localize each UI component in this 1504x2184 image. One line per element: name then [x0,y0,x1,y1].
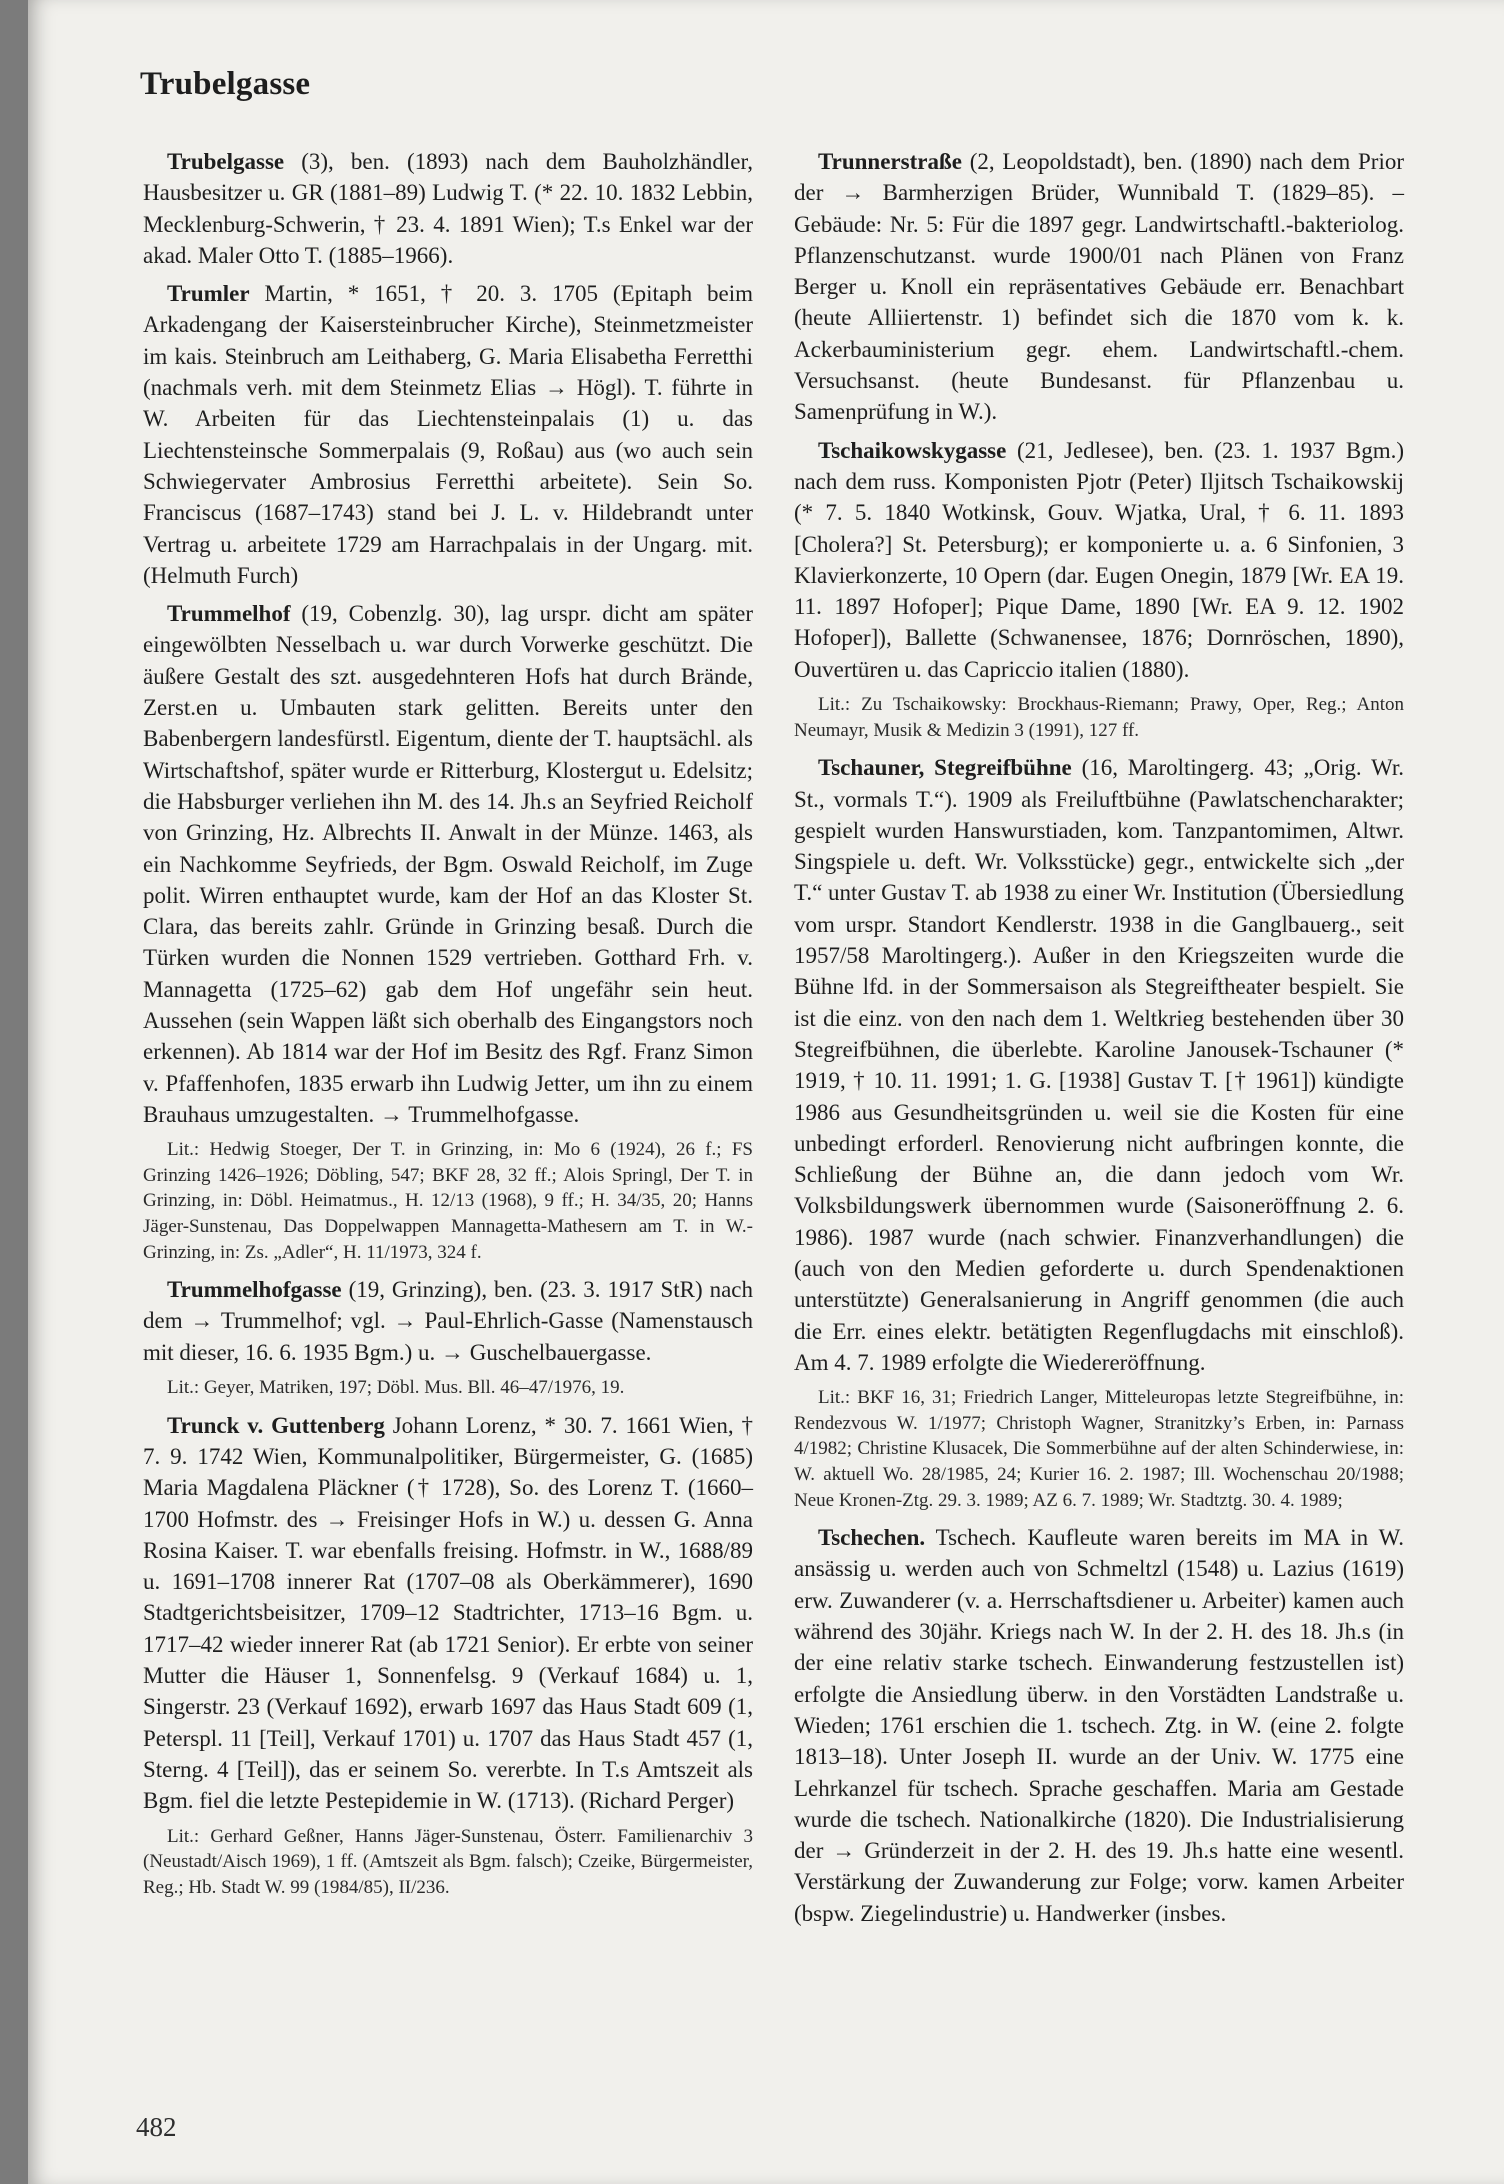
running-head: Trubelgasse [140,66,311,102]
entry-trunck [143,1410,753,1817]
headword: Tschauner, Stegreifbühne [818,755,1072,781]
literature-note: Lit.: Gerhard Geßner, Hanns Jäger-Sunstenau, Österr. Familienarchiv 3 (Neustadt/Aisch 1969), 1 ff. (Amtszeit als Bgm. falsch); Czeike, Bürgermeister, Reg.; Hb. Stadt W. 99 (1984/85), II/236. [143,1825,753,1898]
entry-text: (2, Leopoldstadt), ben. (1890) nach dem Prior der → Barmherzigen Brüder, Wunnibald T. (1829–85). – Gebäude: Nr. 5: Für die 1897 gegr. Landwirtschaftl.-bakteriolog. Pflanzenschutzanst. wurde 1900/01 nach Plänen von Franz Berger u. Knoll ein repräsentatives Gebäude err. Benachbart (heute Alliiertenstr. 1) befindet sich die 1870 vom k. k. Ackerbauministerium gegr. ehem. Landwirtschaftl.-chem. Versuchsanst. (heute Bundesanst. für Pflanzenbau u. Samenprüfung in W.). [794,149,1404,425]
entry-trummelhof [143,598,753,1130]
literature-note: Lit.: Geyer, Matriken, 197; Döbl. Mus. Bll. 46–47/1976, 19. [167,1377,625,1399]
entry-text: Martin, * 1651, † 20. 3. 1705 (Epitaph beim Arkadengang der Kaisersteinbrucher Kirche), Steinmetzmeister im kais. Steinbruch am Leithaberg, G. Maria Elisabetha Ferretthi (nachmals verh. mit dem Steinmetz Elias → Högl). T. führte in W. Arbeiten für das Liechtensteinpalais (1) u. das Liechtensteinsche Sommerpalais (9, Roßau) aus (wo auch sein Schwiegervater Ambrosius Ferretthi arbeitete). Sein So. Franciscus (1687–1743) stand bei J. L. v. Hildebrandt unter Vertrag u. arbeitete 1729 am Harrachpalais in der Ungarg. mit. (Helmuth Furch) [143,281,753,588]
left-column [143,146,753,1909]
literature-note: Lit.: Hedwig Stoeger, Der T. in Grinzing, in: Mo 6 (1924), 26 f.; FS Grinzing 1426–1926; Döbling, 547; BKF 28, 32 ff.; Alois Springl, Der T. in Grinzing, in: Döbl. Heimatmus., H. 12/13 (1968), 9 ff.; H. 34/35, 20; Hanns Jäger-Sunstenau, Das Doppelwappen Mannagetta-Mathesern am T. in W.-Grinzing, in: Zs. „Adler“, H. 11/1973, 324 f. [143,1139,753,1263]
entry-text: (21, Jedlesee), ben. (23. 1. 1937 Bgm.) nach dem russ. Komponisten Pjotr (Peter) Iljitsch Tschaikowskij (* 7. 5. 1840 Wotkinsk, Gouv. Wjatka, Ural, † 6. 11. 1893 [Cholera?] St. Petersburg); er komponierte u. a. 6 Sinfonien, 3 Klavierkonzerte, 10 Opern (dar. Eugen Onegin, 1879 [Wr. EA 19. 11. 1897 Hofoper]; Pique Dame, 1890 [Wr. EA 9. 12. 1902 Hofoper]), Ballette (Schwanensee, 1876; Dornröschen, 1890), Ouvertüren u. das Capriccio italien (1880). [794,437,1404,682]
entry-text: Tschech. Kaufleute waren bereits im MA in W. ansässig u. werden auch von Schmeltzl (1548) u. Lazius (1619) erw. Zuwanderer (v. a. Herrschaftsdiener u. Arbeiter) kamen auch während des 30jähr. Kriegs nach W. In der 2. H. des 18. Jh.s (in der eine relativ starke tschech. Einwanderung festzustellen ist) erfolgte die Ansiedlung überw. in den Vorstädten Landstraße u. Wieden; 1761 erschien die 1. tschech. Ztg. in W. (eine 2. folgte 1813–18). Unter Joseph II. wurde an der Univ. W. 1775 eine Lehrkanzel für tschech. Sprache geschaffen. Maria am Gestade wurde die tschech. Nationalkirche (1820). Die Industrialisierung der → Gründerzeit in der 2. H. des 19. Jh.s hatte eine wesentl. Verstärkung der Zuwanderung zur Folge; vorw. kamen Arbeiter (bspw. Ziegelindustrie) u. Handwerker (insbes. [794,1525,1404,1926]
headword: Trumler [167,281,250,307]
headword: Tschaikowskygasse [818,437,1007,463]
headword: Tschechen. [818,1525,926,1551]
headword: Trummelhof [167,601,291,627]
page-number: 482 [136,2112,177,2142]
entry-text: (3), ben. (1893) nach dem Bauholzhändler, Hausbesitzer u. GR (1881–89) Ludwig T. (* 22. 10. 1832 Lebbin, Mecklenburg-Schwerin, † 23. 4. 1891 Wien); T.s Enkel war der akad. Maler Otto T. (1885–1966). [143,149,753,268]
entry-trubelgasse [143,146,753,271]
entry-trumler [143,278,753,591]
headword: Trunck v. Guttenberg [167,1412,385,1438]
entry-text: (19, Cobenzlg. 30), lag urspr. dicht am später eingewölbten Nesselbach u. war durch Vorwerke geschützt. Die äußere Gestalt des szt. ausgedehnteren Hofs hat durch Brände, Zerst.en u. Umbauten stark gelitten. Bereits unter den Babenbergern landesfürstl. Eigentum, diente der T. hauptsächl. als Wirtschaftshof, später wurde er Ritterburg, Klostergut u. Edelsitz; die Habsburger verliehen ihn M. des 14. Jh.s an Seyfried Reicholf von Grinzing, Hz. Albrechts II. Anwalt in der Münze. 1463, als ein Nachkomme Seyfrieds, der Bgm. Oswald Reicholf, im Zuge polit. Wirren enthauptet wurde, kam der Hof an das Kloster St. Clara, das bereits zahlr. Gründe in Grinzing besaß. Durch die Türken wurden die Nonnen 1529 vertrieben. Gotthard Frh. v. Mannagetta (1725–62) gab dem Hof ungefähr sein heut. Aussehen (sein Wappen läßt sich oberhalb des Eingangstors noch erkennen). Ab 1814 war der Hof im Besitz des Rgf. Franz Simon v. Pfaffenhofen, 1835 erwarb ihn Ludwig Jetter, um ihn zu einem Brauhaus umzugestalten. → Trummelhofgasse. [143,601,753,1127]
right-column [794,146,1404,1936]
entry-text: (19, Grinzing), ben. (23. 3. 1917 StR) nach dem → Trummelhof; vgl. → Paul-Ehrlich-Gasse (Namenstausch mit dieser, 16. 6. 1935 Bgm.) u. → Guschelbauergasse. [143,1277,753,1365]
entry-trummelhofgasse [143,1274,753,1368]
entry-tschauner [794,752,1404,1378]
entry-tschechen [794,1522,1404,1929]
headword: Trunnerstraße [818,149,962,174]
entry-text: (16, Maroltingerg. 43; „Orig. Wr. St., vormals T.“). 1909 als Freiluftbühne (Pawlatschencharakter; gespielt wurden Hanswurstiaden, kom. Tanzpantomimen, Altwr. Singspiele u. deft. Wr. Volksstücke) gegr., entwickelte sich „der T.“ unter Gustav T. ab 1938 zu einer Wr. Institution (Übersiedlung vom urspr. Standort Kendlerstr. 1938 in die Ganglbauerg., seit 1957/58 Maroltingerg.). Außer in den Kriegszeiten wurde die Bühne lfd. in der Sommersaison als Stegreiftheater bespielt. Sie ist die einz. von den nach dem 1. Weltkrieg bestehenden über 30 Stegreifbühnen, die überlebte. Karoline Janousek-Tschauner (* 1919, † 10. 11. 1991; 1. G. [1938] Gustav T. [† 1961]) kündigte 1986 aus Gesundheitsgründen u. weil sie die Kosten für eine unbedingt erforderl. Renovierung nicht aufbringen konnte, die Schließung der Bühne an, die dann jedoch vom Wr. Volksbildungswerk übernommen wurde (Saisoneröffnung 2. 6. 1986). 1987 wurde (nach schwier. Finanzverhandlungen) die (auch von den Medien geforderte u. durch Spendenaktionen unterstützte) Generalsanierung in Angriff genommen (die auch die Err. eines elektr. betätigten Regenflugdachs mit einschloß). Am 4. 7. 1989 erfolgte die Wiedereröffnung. [794,755,1404,1375]
entry-tschaikowskygasse [794,435,1404,685]
literature-note: Lit.: Zu Tschaikowsky: Brockhaus-Riemann; Prawy, Oper, Reg.; Anton Neumayr, Musik & Medizin 3 (1991), 127 ff. [794,694,1404,741]
book-page [28,0,1504,2184]
entry-trunnerstrasse [794,146,1404,428]
headword: Trubelgasse [167,149,285,174]
literature-note: Lit.: BKF 16, 31; Friedrich Langer, Mitteleuropas letzte Stegreifbühne, in: Rendezvous W. 1/1977; Christoph Wagner, Stranitzky’s Erben, in: Parnass 4/1982; Christine Klusacek, Die Sommerbühne auf der alten Schinderwiese, in: W. aktuell Wo. 28/1985, 24; Kurier 16. 2. 1987; Ill. Wochenschau 20/1988; Neue Kronen-Ztg. 29. 3. 1989; AZ 6. 7. 1989; Wr. Stadtztg. 30. 4. 1989; [794,1387,1404,1511]
headword: Trummelhofgasse [167,1277,342,1303]
entry-text: Johann Lorenz, * 30. 7. 1661 Wien, † 7. 9. 1742 Wien, Kommunalpolitiker, Bürgermeister, G. (1685) Maria Magdalena Pläckner († 1728), So. des Lorenz T. (1660–1700 Hofmstr. des → Freisinger Hofs in W.) u. dessen G. Anna Rosina Kaiser. T. war ebenfalls freising. Hofmstr. in W., 1688/89 u. 1691–1708 innerer Rat (1707–08 als Oberkämmerer), 1690 Stadtgerichtsbeisitzer, 1709–12 Stadtrichter, 1713–16 Bgm. u. 1717–42 wieder innerer Rat (ab 1721 Senior). Er erbte von seiner Mutter die Häuser 1, Sonnenfelsg. 9 (Verkauf 1684) u. 1, Singerstr. 23 (Verkauf 1692), erwarb 1697 das Haus Stadt 609 (1, Peterspl. 11 [Teil], Verkauf 1701) u. 1707 das Haus Stadt 457 (1, Sterng. 4 [Teil]), das er seinem So. vererbte. In T.s Amtszeit als Bgm. fiel die letzte Pestepidemie in W. (1713). (Richard Perger) [143,1412,753,1814]
